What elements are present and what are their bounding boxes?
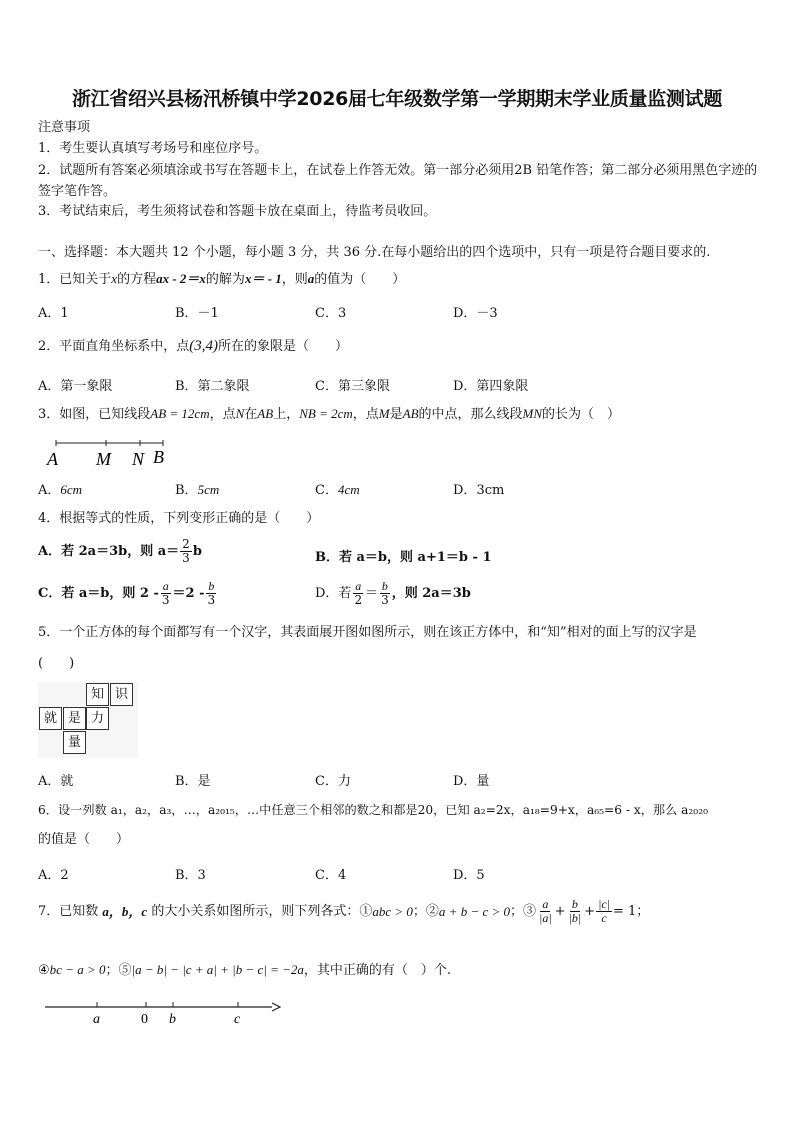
q6-option-a: A．2 — [38, 868, 69, 883]
notice-item-1: 1．考生要认真填写考场号和座位序号。 — [38, 141, 268, 156]
q1-option-b: B．－1 — [175, 306, 219, 321]
q4-option-c: C．若 a＝b，则 2 - $\frac{a}{3}$ ＝2 - $\frac{b}{3}$ — [38, 579, 216, 607]
q5-option-b: B．是 — [175, 774, 211, 789]
page-title: 浙江省绍兴县杨汛桥镇中学2026届七年级数学第一学期期末学业质量监测试题 — [71, 88, 723, 110]
q3-option-c: C．4cm — [315, 482, 360, 498]
question-3: 3．如图，已知线段AB = 12cm，点N在AB上，NB = 2cm，点M是AB的中点，那么线段MN的长为（ ） — [38, 406, 621, 422]
q3-option-b: B．5cm — [175, 482, 220, 498]
q3-option-a: A．6cm — [38, 482, 83, 498]
question-7-line-2: ④bc − a > 0；⑤|a − b| − |c + a| + |b − c| = −2a，其中正确的有（ ）个. — [38, 962, 452, 978]
question-5-paren: ( ) — [38, 656, 75, 671]
q2-option-a: A．第一象限 — [38, 379, 113, 394]
label-b: B — [153, 447, 164, 467]
q6-option-b: B．3 — [175, 868, 206, 883]
net-cell-li: 力 — [86, 707, 109, 730]
label-0: 0 — [141, 1012, 148, 1027]
net-cell-jiu: 就 — [39, 707, 62, 730]
number-line-figure — [40, 998, 290, 1028]
q1-option-a: A．1 — [38, 306, 69, 321]
q4-option-d: D．若 $\frac{a}{2}$ ＝ $\frac{b}{3}$ ，则 2a＝3b — [315, 579, 471, 607]
q3-option-d: D．3cm — [453, 483, 505, 498]
arrow-icon — [272, 1003, 280, 1011]
notice-heading: 注意事项 — [38, 120, 91, 135]
net-cell-liang: 量 — [63, 731, 86, 754]
q4-option-b: B．若 a＝b，则 a+1＝b - 1 — [315, 550, 492, 565]
q1-option-d: D．－3 — [453, 306, 498, 321]
label-n: N — [132, 449, 145, 469]
q6-option-c: C．4 — [315, 868, 347, 883]
q5-option-c: C．力 — [315, 774, 351, 789]
question-5: 5．一个正方体的每个面都写有一个汉字，其表面展开图如图所示，则在该正方体中，和“知”相对的面上写的汉字是 — [38, 625, 697, 640]
notice-item-2: 2．试题所有答案必须填涂或书写在答题卡上，在试卷上作答无效。第一部分必须用2B 铅笔作答；第二部分必须用黑色字迹的签字笔作答。 — [38, 163, 758, 199]
label-b: b — [169, 1012, 176, 1027]
label-m: M — [96, 449, 111, 469]
notice-item-3: 3．考试结束后，考生须将试卷和答题卡放在桌面上，待监考员收回。 — [38, 204, 437, 219]
question-6-line-2: 的值是（ ） — [38, 832, 130, 847]
q2-option-b: B．第二象限 — [175, 379, 250, 394]
net-cell-shi2: 是 — [63, 707, 86, 730]
net-cell-shi: 识 — [110, 683, 133, 706]
q4-option-a: A．若 2a＝3b，则 a＝ $\frac{2}{3}$ b — [38, 537, 202, 565]
question-2: 2．平面直角坐标系中，点(3,4)所在的象限是（ ） — [38, 338, 349, 354]
label-c: c — [234, 1012, 241, 1027]
label-a: A — [47, 449, 58, 469]
cube-net — [38, 682, 138, 758]
segment-figure — [40, 436, 180, 470]
q2-option-c: C．第三象限 — [315, 379, 390, 394]
q5-option-d: D．量 — [453, 774, 490, 789]
question-4: 4．根据等式的性质，下列变形正确的是（ ） — [38, 511, 320, 526]
q1-option-c: C．3 — [315, 306, 347, 321]
question-1: 1．已知关于x的方程ax - 2＝x的解为x＝ - 1，则a的值为（ ） — [38, 271, 406, 287]
section-heading: 一、选择题：本大题共 12 个小题，每小题 3 分，共 36 分.在每小题给出的四个选项中，只有一项是符合题目要求的. — [38, 245, 711, 260]
q5-option-a: A．就 — [38, 774, 74, 789]
q2-option-d: D．第四象限 — [453, 379, 529, 394]
label-a: a — [93, 1012, 100, 1027]
net-cell-zhi: 知 — [86, 683, 109, 706]
question-7-line-1: 7．已知数 a，b，c 的大小关系如图所示，则下列各式：① abc > 0 ；② a + b − c > 0 ；③ $\frac{a}{|a|}$ + $\frac{b}{|b|}$ + $\frac{|c|}{c}$ = 1； — [38, 897, 650, 925]
q6-option-d: D．5 — [453, 868, 485, 883]
question-6-line-1: 6．设一列数 a₁，a₂，a₃，…，a₂₀₁₅，…中任意三个相邻的数之和都是20，已知 a₂=2x，a₁₈=9+x，a₆₅=6 - x，那么 a₂₀₂₀ — [38, 803, 708, 817]
